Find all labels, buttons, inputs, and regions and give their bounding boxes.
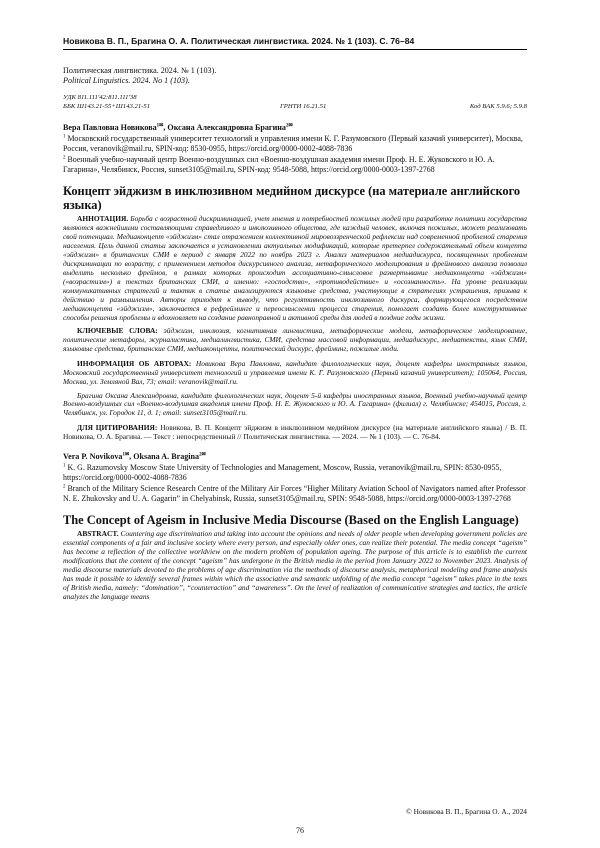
author2-mark-ru: 2✉ <box>285 123 293 129</box>
affiliation-2-ru: $^2$ Военный учебно-научный центр Военно-воздушных сил «Военно-воздушная академия имени Проф. Н. Е. Жуковского и Ю. А. Гагарина», Челябинск, Россия, sunset3105@mail.ru, SPIN-код: 9548-5088, https://orcid.org/0000-0003-1397-2768 <box>63 155 495 174</box>
title-en: The Concept of Ageism in Inclusive Media Discourse (Based on the English Language) <box>63 512 519 527</box>
abstract-ru: АННОТАЦИЯ. Борьба с возрастной дискриминацией, учет мнения и потребностей пожилых людей при разработке политики государства являются важнейшими составляющими справедливого и инклюзивного общества, где каждый человек, включая пожилых, может реализовать свой потенциал. Медиаконцепт «эйджизм» стал отражением коллективной мировоззренческой рефлексии над современной проблемой старения населения. Цель данной статьи заключается в установлении актуальных модификаций, которые претерпел содержательный объем концепта «эйджизм» в британских СМИ в период с января 2022 по ноябрь 2023 г. Анализ материалов медиадискурса, посвященных проблемам дискриминации по возрасту, с применением методов дискурсивного анализа, метафорического моделирования и фреймового анализа позволил выделить несколько фреймов, в рамках которых происходит ассоциативно-смысловое развертывание медиаконцепта «эйджизм» («возрастизм») в текстах британских СМИ, а именно: «господство», «противодействие» и «осознанность». На уровне реализации коммуникативных стратегий и тактик в статье анализируются языковые средства, участвующие в стратегиях устрашения, призыва к действию и размышления. Авторы приходят к выводу, что регулятивность инклюзивного дискурса, формирующегося посредством медиаконцепта «эйджизм», заключается в рефрейминге и переосмыслении процесса старения, помогает создать более конструктивные способы решения проблемы и вдохновляет на создание равноправной и активной среды для людей в поздние годы жизни. <box>63 214 527 322</box>
author-info-2-ru: Брагина Оксана Александровна, кандидат филологических наук, доцент 5-й кафедры иностранных языков, Военный учебно-научный центр Военно-воздушных сил «Военно-воздушная академия имени Проф. Н. Е. Жуковского и Ю. А. Гагарина» (филиал) г. Челябинске; 454015, Россия, г. Челябинск, ул. Городок 11, д. 1; email: sunset3105@mail.ru. <box>63 390 527 418</box>
authors-ru <box>63 123 527 132</box>
author2-ru: , Оксана Александровна Брагина <box>163 123 286 133</box>
affiliation-2-en: $^2$ Branch of the Military Science Research Centre of the Military Air Forces “Higher Military Aviation School of Navigators named after Professor N. E. Zhukovsky and U. A. Gagarin” in Chelyabinsk, Russia, sunset3105@mail.ru, SPIN: 9548-5088, https://orcid.org/0000-0003-1397-2768 <box>63 484 526 504</box>
authors-en <box>63 452 527 461</box>
journal-ru: Политическая лингвистика. 2024. № 1 (103). <box>63 66 217 75</box>
affiliation-1-en: $^1$ K. G. Razumovsky Moscow State University of Technologies and Management, Moscow, Russia, veranovik@mail.ru, SPIN: 8530-0955, https://orcid.org/0000-0002-4088-7836 <box>63 463 502 482</box>
running-head: Новикова В. П., Брагина О. А. Политическая лингвистика. 2024. № 1 (103). С. 76–84 <box>63 36 527 50</box>
copyright: © Новикова В. П., Брагина О. А., 2024 <box>406 807 527 816</box>
abstract-en: ABSTRACT. Countering age discrimination and taking into account the opinions and needs of older people when developing government policies are essential components of a fair and inclusive society where every person, and especially older ones, can realize their potential. The media concept “ageism” has become a reflection of the collective worldview on the modern problem of population ageing. The purpose of this article is to establish the current modifications that the content of the concept “ageism” has undergone in the British media in the period from January 2022 to November 2023. Analysis of media discourse materials devoted to the problems of age discrimination via the methods of discourse analysis, metaphorical modeling and frame analysis has made it possible to identify several frames within which the associative and semantic unfolding of the media concept “ageism” takes place in the texts of British media, namely: “domination”, “counteraction” and “awareness”. On the level of realization of communicative strategies and tactics, the article analyzes the language means <box>63 529 527 601</box>
page-number: 76 <box>296 826 304 835</box>
journal-info <box>63 66 527 86</box>
udk: УДК 811.111'42:811.111'38 <box>63 94 137 101</box>
keywords-ru: КЛЮЧЕВЫЕ СЛОВА: эйджизм, инклюзия, когнитивная лингвистика, метафорические модели, метафорическое моделирование, политические метафоры, журналистика, медиалингвистика, СМИ, средства массовой информации, медиадискурс, медиатексты, язык СМИ, языковые средства, британские СМИ, медиаконцепты, политический дискурс, фрейминг, пожилые люди. <box>63 325 527 353</box>
affiliation-1-ru: $^1$ Московский государственный университет технологий и управления имени К. Г. Разумовского (Первый казачий университет), Москва, Россия, veranovik@mail.ru, SPIN-код: 8530-0955, https://orcid.org/0000-0002-4088-7836 <box>63 134 523 153</box>
grnti: ГРНТИ 16.21.51 <box>280 102 327 110</box>
author2-mark-en: 2✉ <box>199 452 206 458</box>
bbk: ББК Ш143.21-55+Ш143.21-51 <box>63 102 151 110</box>
journal-en: Political Linguistics. 2024. No 1 (103). <box>63 76 190 85</box>
title-ru: Концепт эйджизм в инклюзивном медийном дискурсе (на материале английского языка) <box>63 183 521 212</box>
citation-ru: ДЛЯ ЦИТИРОВАНИЯ: Новикова, В. П. Концепт эйджизм в инклюзивном медийном дискурсе (на материале английского языка) / В. П. Новикова, О. А. Брагина. — Текст : непосредственный // Политическая лингвистика. — 2024. — № 1 (103). — С. 76-84. <box>63 423 527 442</box>
author-info-ru: ИНФОРМАЦИЯ ОБ АВТОРАХ: Новикова Вера Павловна, кандидат филологических наук, доцент кафедры иностранных языков, Московский государственный университет технологий и управления имени К. Г. Разумовского (Первый казачий университет); 105064, Россия, Москва, ул. Земляной Вал, 73; email: veranovik@mail.ru. <box>63 358 527 386</box>
paper-page <box>63 36 527 602</box>
author1-mark-ru: 1✉ <box>156 123 164 129</box>
vak-code: Код ВАК 5.9.6; 5.9.8 <box>469 102 527 110</box>
author1-en: Vera P. Novikova <box>63 452 123 462</box>
classification <box>63 94 527 111</box>
author1-ru: Вера Павловна Новикова <box>63 123 157 133</box>
author2-en: , Oksana A. Bragina <box>129 452 200 462</box>
author1-mark-en: 1✉ <box>122 452 130 458</box>
